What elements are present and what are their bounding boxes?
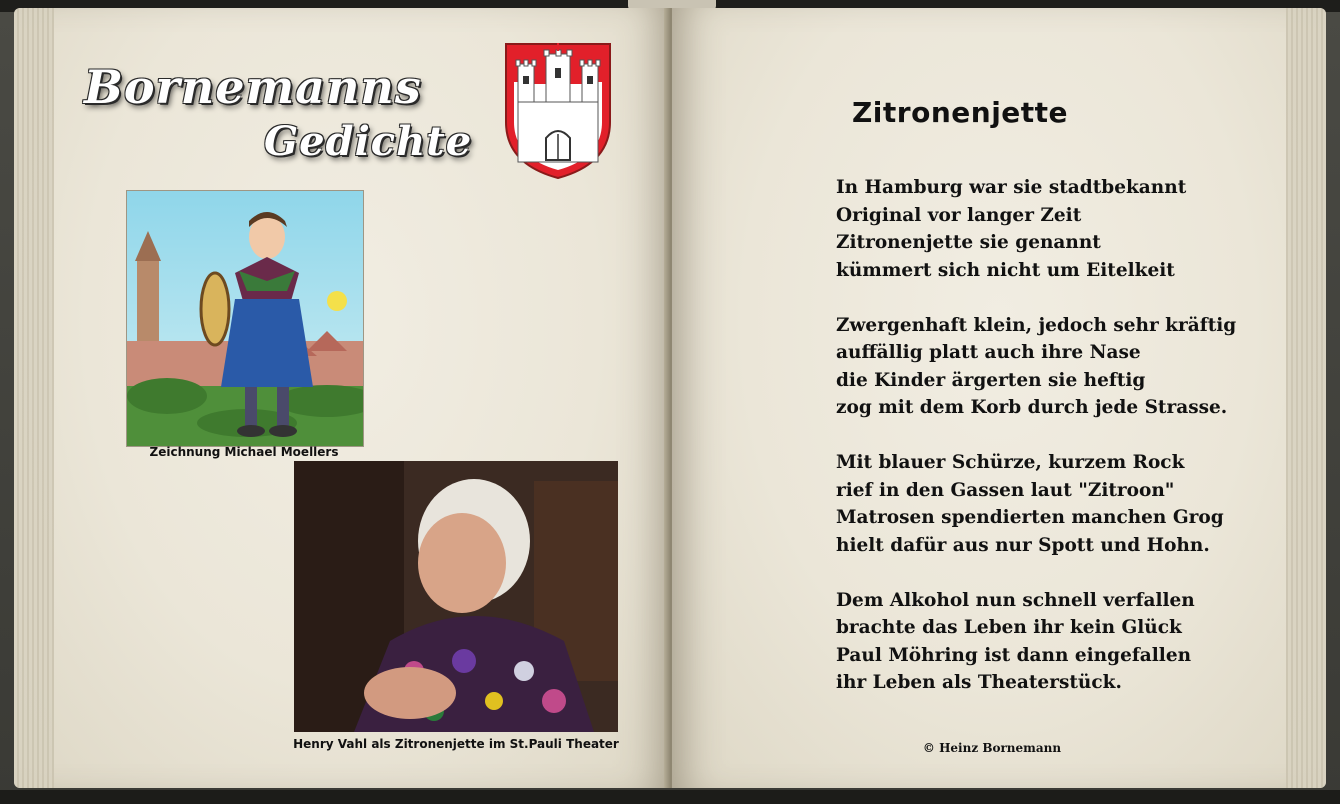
copyright-notice: © Heinz Bornemann — [922, 741, 1062, 755]
poem-line: Original vor langer Zeit — [836, 204, 1082, 226]
actor-photo-icon — [294, 461, 618, 732]
poem-line: In Hamburg war sie stadtbekannt — [836, 177, 1187, 198]
right-page — [672, 8, 1326, 788]
drawing-illustration-icon — [127, 191, 363, 446]
poem-line: hielt dafür aus nur Spott und Hohn. — [836, 534, 1210, 556]
poem-line: Dem Alkohol nun schnell verfallen — [836, 589, 1195, 611]
drawing-caption: Zeichnung Michael Moellers — [149, 445, 339, 459]
logo-title-line1: Bornemanns — [84, 60, 422, 114]
poem-stanza-3 — [836, 449, 1256, 559]
book-cover-bottom — [0, 790, 1340, 804]
poem-line: Matrosen spendierten manchen Grog — [836, 507, 1224, 528]
poem-stanza-2 — [836, 312, 1256, 422]
poem-line: Mit blauer Schürze, kurzem Rock — [836, 452, 1185, 473]
henry-vahl-photo-image — [294, 461, 618, 732]
poem-line: auffällig platt auch ihre Nase — [836, 342, 1141, 363]
poem-line: Paul Möhring ist dann eingefallen — [836, 644, 1192, 666]
zitronenjette-drawing-image — [126, 190, 364, 447]
page-edges-left — [14, 8, 54, 788]
poem-stanza-1 — [836, 174, 1256, 284]
poem-line: Zwergenhaft klein, jedoch sehr kräftig — [836, 314, 1237, 336]
poem-title: Zitronenjette — [852, 96, 1069, 129]
logo-title-line2: Gedichte — [264, 118, 473, 165]
poem-stanza-4 — [836, 587, 1256, 697]
poem-line: die Kinder ärgerten sie heftig — [836, 369, 1146, 391]
poem-text — [836, 174, 1256, 724]
poem-line: brachte das Leben ihr kein Glück — [836, 617, 1182, 638]
poem-line: Zitronenjette sie genannt — [836, 232, 1101, 253]
left-page — [14, 8, 670, 788]
page-edges-right — [1286, 8, 1326, 788]
poem-line: zog mit dem Korb durch jede Strasse. — [836, 397, 1228, 418]
poem-line: ihr Leben als Theaterstück. — [836, 672, 1122, 693]
site-logo[interactable] — [84, 60, 484, 180]
actor-caption: Henry Vahl als Zitronenjette im St.Pauli Theater — [293, 737, 619, 751]
poem-line: kümmert sich nicht um Eitelkeit — [836, 259, 1175, 281]
poem-line: rief in den Gassen laut "Zitroon" — [836, 479, 1175, 501]
hamburg-coat-of-arms-icon — [504, 42, 612, 180]
